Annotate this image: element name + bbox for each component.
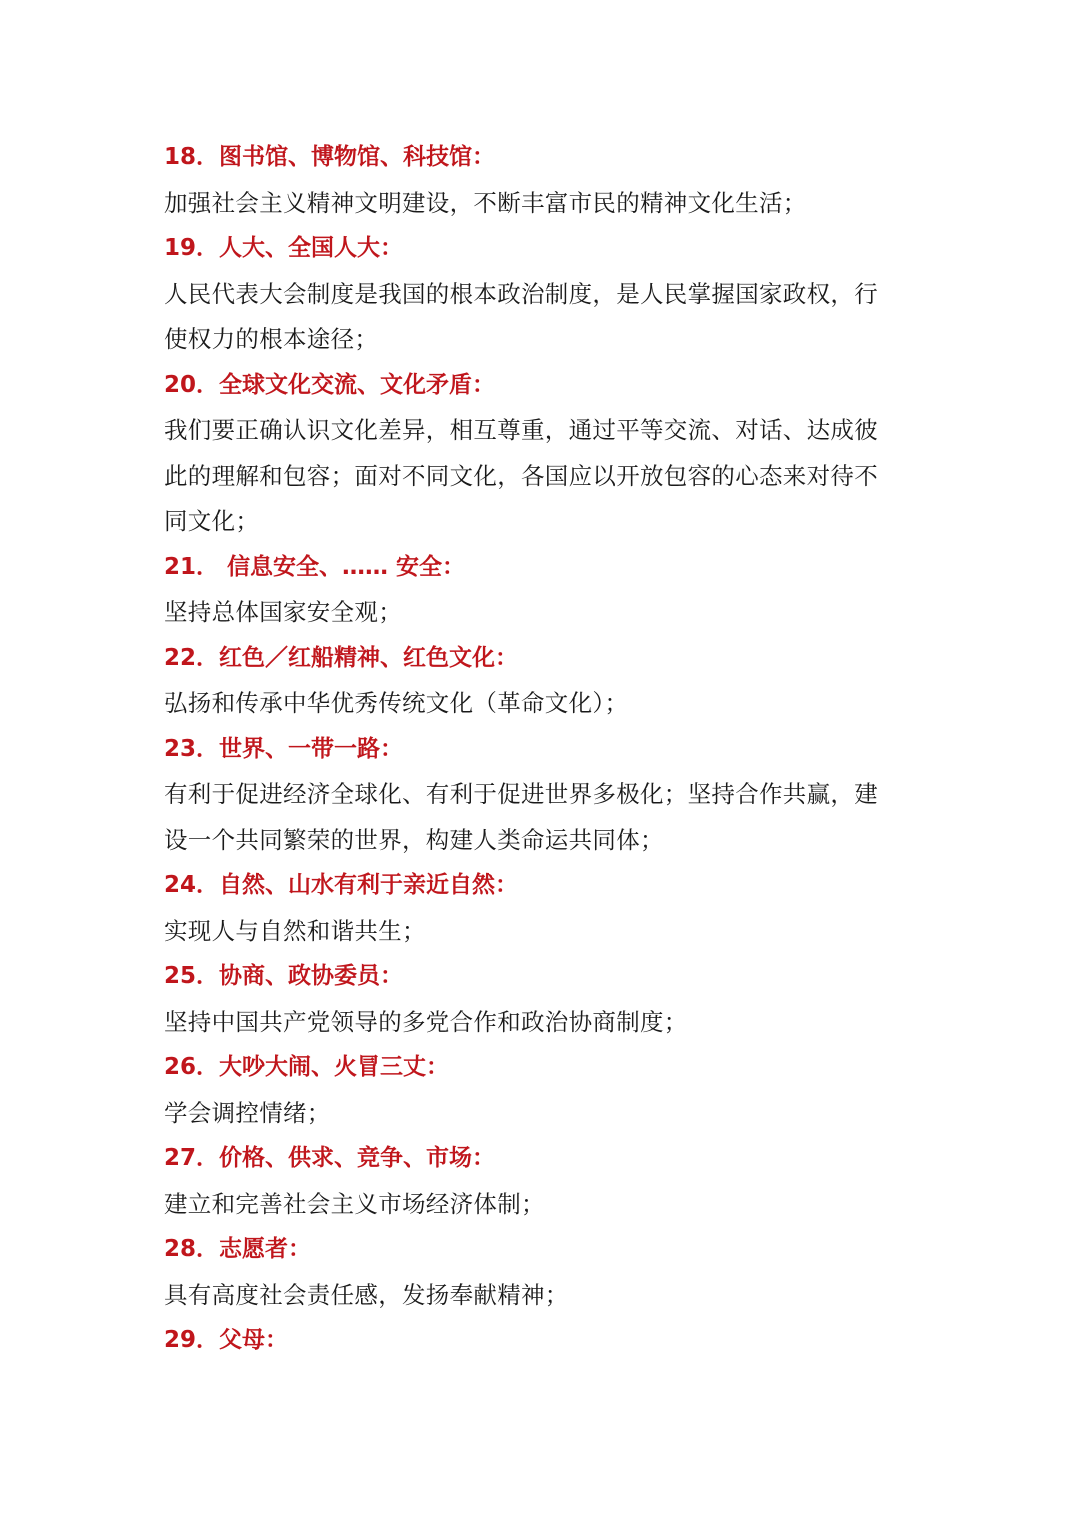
list-item	[164, 1136, 924, 1227]
item-heading: 21． 信息安全、…… 安全：	[164, 553, 466, 580]
list-item	[164, 727, 924, 864]
item-text: 设一个共同繁荣的世界，构建人类命运共同体；	[164, 825, 664, 854]
item-text: 坚持中国共产党领导的多党合作和政治协商制度；	[164, 1007, 688, 1036]
item-text: 加强社会主义精神文明建设，不断丰富市民的精神文化生活；	[164, 188, 807, 217]
item-text: 我们要正确认识文化差异，相互尊重，通过平等交流、对话、达成彼	[164, 416, 878, 444]
item-text: 学会调控情绪；	[164, 1098, 331, 1127]
item-heading: 20．全球文化交流、文化矛盾：	[164, 371, 496, 398]
list-item	[164, 1227, 924, 1318]
document-page	[164, 135, 924, 1364]
item-text: 同文化；	[164, 507, 260, 535]
item-heading: 22．红色／红船精神、红色文化：	[164, 644, 519, 671]
item-heading: 27．价格、供求、竞争、市场：	[164, 1145, 496, 1171]
list-item	[164, 363, 924, 545]
item-heading: 24．自然、山水有利于亲近自然：	[164, 872, 519, 898]
list-item	[164, 135, 924, 226]
item-text: 人民代表大会制度是我国的根本政治制度，是人民掌握国家政权，行	[164, 279, 878, 308]
list-item	[164, 1045, 924, 1136]
item-text: 弘扬和传承中华优秀传统文化（革命文化）；	[164, 689, 629, 717]
item-text: 有利于促进经济全球化、有利于促进世界多极化；坚持合作共赢，建	[164, 780, 878, 808]
item-heading: 18．图书馆、博物馆、科技馆：	[164, 144, 496, 170]
list-item	[164, 636, 924, 727]
item-heading: 28．志愿者：	[164, 1236, 312, 1262]
item-heading: 25．协商、政协委员：	[164, 963, 404, 989]
item-text: 此的理解和包容；面对不同文化，各国应以开放包容的心态来对待不	[164, 461, 878, 490]
item-heading: 26．大吵大闹、火冒三丈：	[164, 1054, 450, 1080]
list-item	[164, 863, 924, 954]
list-item	[164, 545, 924, 636]
list-item	[164, 226, 924, 363]
item-text: 建立和完善社会主义市场经济体制；	[164, 1189, 545, 1218]
list-item	[164, 1318, 924, 1364]
item-heading: 19．人大、全国人大：	[164, 235, 404, 261]
item-heading: 29．父母：	[164, 1327, 289, 1353]
item-heading: 23．世界、一带一路：	[164, 735, 404, 762]
list-item	[164, 954, 924, 1045]
item-text: 坚持总体国家安全观；	[164, 598, 402, 626]
item-text: 使权力的根本途径；	[164, 325, 379, 353]
item-text: 具有高度社会责任感，发扬奉献精神；	[164, 1280, 569, 1309]
item-text: 实现人与自然和谐共生；	[164, 916, 426, 945]
